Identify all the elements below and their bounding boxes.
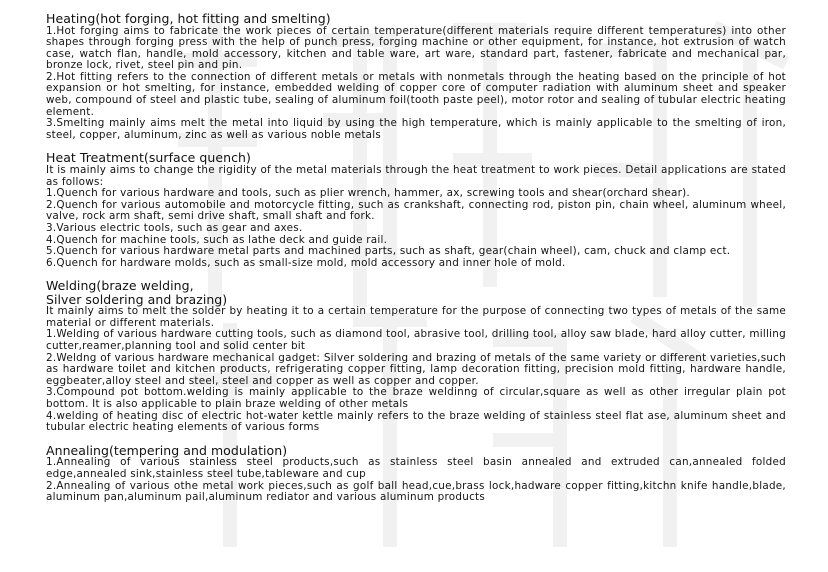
paragraph: 2.Annealing of various othe metal work pieces,such as golf ball head,cue,brass lock,hadware copper fitting,kitchn knife handle,blade, aluminum pan,aluminum pail,aluminum rediator and various aluminum products xyxy=(46,479,786,504)
paragraph: 1.Welding of various hardware cutting tools, such as diamond tool, abrasive tool, drilling tool, alloy saw blade, hard alloy cutter, milling cutter,reamer,planning tool and solid center bit xyxy=(46,328,786,353)
section-heading: Heating(hot forging, hot fitting and smelting) xyxy=(46,11,331,26)
paragraph: 6.Quench for hardware molds, such as small-size mold, mold accessory and inner hole of mold. xyxy=(46,256,566,269)
paragraph: 2.Weldng of various hardware mechanical gadget: Silver soldering and brazing of metals of the same variety or different varieties,such as hardware toilet and kitchen products, refrigerating copper fitting, lamp decoration fitting, precision mold fitting, hardware handle, eggbeater,alloy steel and steel, steel and copper as well as copper and copper. xyxy=(46,351,786,387)
paragraph: It is mainly aims to change the rigidity of the metal materials through the heat treatment to work pieces. Detail applications are stated as follows: xyxy=(46,163,786,188)
paragraph: 2.Quench for various automobile and motorcycle fitting, such as crankshaft, connecting rod, piston pin, chain wheel, aluminum wheel, valve, rock arm shaft, semi drive shaft, small shaft and fork. xyxy=(46,198,786,223)
paragraph: 5.Quench for various hardware metal parts and machined parts, such as shaft, gear(chain wheel), cam, chuck and clamp ect. xyxy=(46,245,731,258)
content xyxy=(46,12,786,514)
paragraph: 1.Hot forging aims to fabricate the work pieces of certain temperature(different materials require different temperatures) into other shapes through forging press with the help of punch press, forging machine or other equipment, for instance, hot extrusion of watch case, watch flan, handle, mold accessory, kitchen and table ware, art ware, standard part, fastener, fabricate and mechanical par, bronze lock, rivet, steel pin and pin. xyxy=(46,24,786,72)
section-heading-line-2: Silver soldering and brazing) xyxy=(46,291,228,307)
paragraph: 1.Annealing of various stainless steel products,such as stainless steel basin annealed and extruded can,annealed folded edge,annealed sink,stainless steel tube,tableware and cup xyxy=(46,456,786,480)
paragraph: 1.Quench for various hardware and tools, such as plier wrench, hammer, ax, screwing tools and shear(orchard shear). xyxy=(46,187,690,200)
paragraph: 3.Various electric tools, such as gear and axes. xyxy=(46,221,303,234)
paragraph: 3.Compound pot bottom.welding is mainly applicable to the braze weldinng of circular,square as well as other irregular plain pot bottom. It is also applicable to plain braze welding of other metals xyxy=(46,386,786,411)
section-heading: Heat Treatment(surface quench) xyxy=(46,150,251,166)
section-annealing xyxy=(46,444,786,504)
paragraph: It mainly aims to melt the solder by heating it to a certain temperature for the purpose of connecting two types of metals of the same material or different materials. xyxy=(46,305,786,329)
section-heating xyxy=(46,12,786,141)
section-heading: Annealing(tempering and modulation) xyxy=(46,442,288,458)
section-heading: Welding(braze welding, xyxy=(46,278,194,294)
paragraph: 3.Smelting mainly aims melt the metal into liquid by using the high temperature, which is mainly applicable to the smelting of iron, steel, copper, aluminum, zinc as well as various noble metals xyxy=(46,117,786,141)
section-heat-treatment xyxy=(46,151,786,269)
section-welding xyxy=(46,279,786,434)
paragraph: 4.Quench for machine tools, such as lathe deck and guide rail. xyxy=(46,233,388,246)
paragraph: 4.welding of heating disc of electric hot-water kettle mainly refers to the braze welding of stainless steel flat ase, aluminum sheet and tubular electric heating elements of various forms xyxy=(46,409,786,434)
paragraph: 2.Hot fitting refers to the connection of different metals or metals with nonmetals through the heating based on the principle of hot expansion or hot smelting, for instance, embedded welding of copper core of computer radiation with aluminum sheet and speaker web, compound of steel and plastic tube, sealing of aluminum foil(tooth paste peel), motor rotor and sealing of tubular electric heating element. xyxy=(46,70,786,118)
